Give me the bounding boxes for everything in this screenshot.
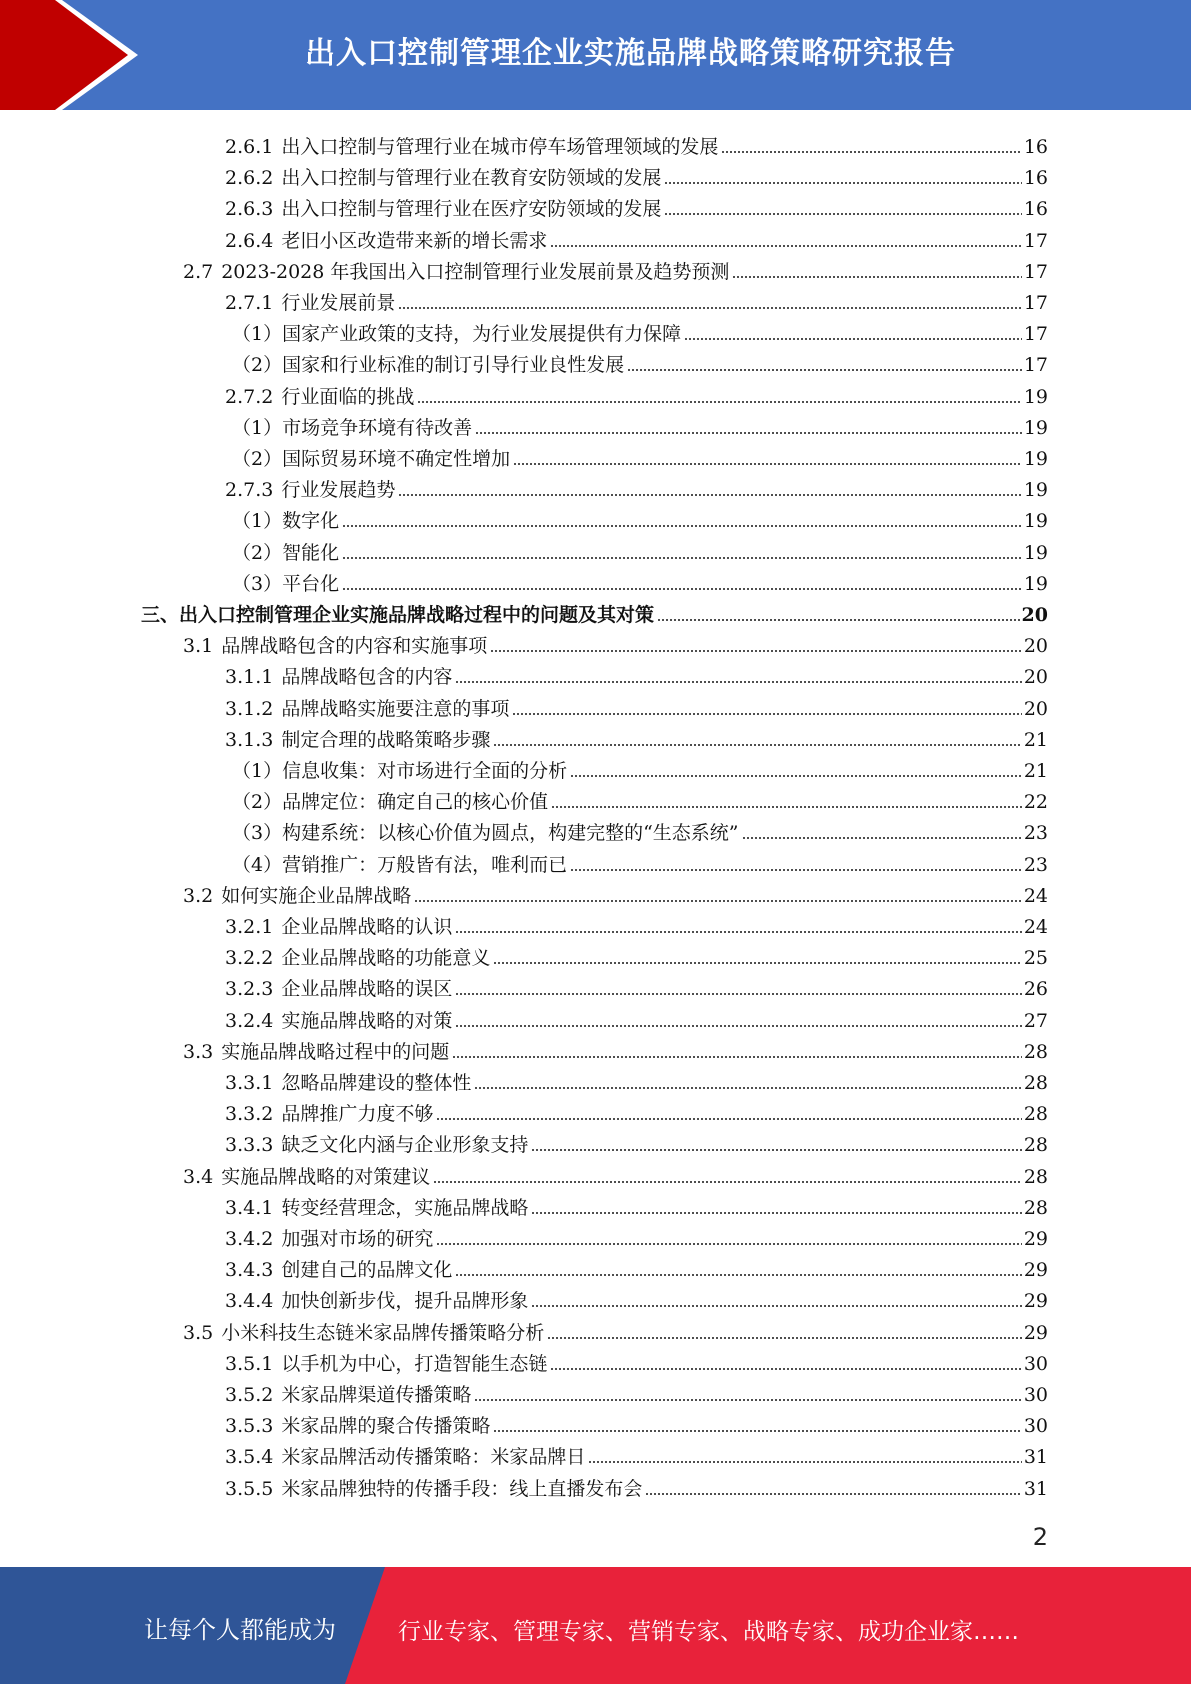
toc-entry-number: （1） bbox=[232, 510, 283, 533]
toc-entry[interactable] bbox=[183, 1158, 1048, 1189]
toc-entry-number: 3.4 bbox=[183, 1165, 214, 1188]
toc-entry[interactable] bbox=[225, 1189, 1048, 1220]
toc-entry-label: 行业发展前景 bbox=[281, 292, 396, 314]
toc-entry-page: 27 bbox=[1023, 1009, 1048, 1032]
toc-entry-page: 20 bbox=[1021, 604, 1048, 626]
toc-entry-number: 3.1.2 bbox=[225, 697, 274, 720]
toc-entry[interactable] bbox=[232, 534, 1048, 565]
toc-entry[interactable] bbox=[225, 939, 1048, 970]
toc-entry-page: 30 bbox=[1023, 1415, 1048, 1438]
toc-dot-leader bbox=[436, 1242, 1021, 1246]
toc-entry-page: 30 bbox=[1023, 1352, 1048, 1375]
toc-dot-leader bbox=[455, 930, 1021, 934]
toc-entry-label: 加强对市场的研究 bbox=[281, 1228, 434, 1250]
toc-dot-leader bbox=[551, 805, 1022, 809]
toc-entry-label: 出入口控制与管理行业在医疗安防领域的发展 bbox=[281, 198, 662, 221]
toc-dot-leader bbox=[570, 774, 1022, 778]
toc-entry-label: 品牌定位：确定自己的核心价值 bbox=[282, 791, 549, 814]
toc-entry-label: 制定合理的战略策略步骤 bbox=[281, 728, 491, 751]
toc-entry-page: 17 bbox=[1023, 260, 1048, 283]
toc-entry-label: 如何实施企业品牌战略 bbox=[221, 884, 412, 907]
toc-entry-number: 3.4.2 bbox=[225, 1228, 274, 1250]
toc-entry-label: 出入口控制管理企业实施品牌战略过程中的问题及其对策 bbox=[179, 604, 655, 626]
toc-dot-leader bbox=[512, 712, 1021, 716]
toc-entry-number: 2.6.3 bbox=[225, 198, 274, 221]
toc-entry[interactable] bbox=[225, 1345, 1048, 1376]
toc-entry[interactable] bbox=[225, 658, 1048, 689]
toc-entry[interactable] bbox=[225, 284, 1048, 315]
toc-entry[interactable] bbox=[232, 752, 1048, 783]
toc-entry[interactable] bbox=[225, 128, 1048, 159]
toc-dot-leader bbox=[645, 1492, 1021, 1496]
page-footer bbox=[0, 1567, 1191, 1684]
toc-dot-leader bbox=[474, 1086, 1021, 1090]
toc-entry-label: 国际贸易环境不确定性增加 bbox=[282, 448, 511, 470]
toc-dot-leader bbox=[493, 743, 1021, 747]
toc-entry-label: 企业品牌战略的误区 bbox=[281, 978, 453, 1001]
toc-entry-number: 3.2.1 bbox=[225, 916, 274, 938]
toc-entry[interactable] bbox=[232, 846, 1048, 877]
page-number: 2 bbox=[1032, 1523, 1048, 1551]
toc-entry-label: 国家和行业标准的制订引导行业良性发展 bbox=[282, 354, 625, 377]
toc-entry-label: 信息收集：对市场进行全面的分析 bbox=[282, 760, 568, 782]
toc-entry-number: （1） bbox=[232, 323, 283, 346]
toc-dot-leader bbox=[531, 1211, 1021, 1215]
toc-entry-label: 企业品牌战略的功能意义 bbox=[281, 947, 491, 970]
toc-entry[interactable] bbox=[232, 440, 1048, 471]
toc-dot-leader bbox=[493, 961, 1021, 965]
toc-entry-number: 3.5 bbox=[183, 1321, 214, 1344]
toc-entry-page: 17 bbox=[1023, 229, 1048, 252]
toc-entry[interactable] bbox=[225, 721, 1048, 752]
toc-dot-leader bbox=[452, 1055, 1022, 1059]
toc-entry-page: 28 bbox=[1023, 1134, 1048, 1157]
toc-entry[interactable] bbox=[225, 1220, 1048, 1251]
toc-entry[interactable] bbox=[225, 1438, 1048, 1469]
toc-dot-leader bbox=[398, 306, 1021, 310]
toc-entry-page: 16 bbox=[1023, 198, 1048, 221]
toc-dot-leader bbox=[455, 680, 1021, 684]
toc-entry-page: 19 bbox=[1023, 416, 1048, 439]
toc-entry-label: 出入口控制与管理行业在教育安防领域的发展 bbox=[281, 167, 662, 190]
toc-entry[interactable] bbox=[225, 190, 1048, 221]
footer-slogan-right: 行业专家、管理专家、营销专家、战略专家、成功企业家…… bbox=[398, 1619, 1019, 1645]
toc-entry-page: 17 bbox=[1023, 323, 1048, 346]
toc-dot-leader bbox=[342, 556, 1022, 560]
footer-slogan-left: 让每个人都能成为 bbox=[144, 1616, 336, 1644]
toc-entry-page: 19 bbox=[1023, 385, 1048, 408]
toc-dot-leader bbox=[684, 337, 1022, 341]
toc-entry-page: 19 bbox=[1023, 479, 1048, 502]
toc-entry-page: 28 bbox=[1023, 1196, 1048, 1219]
toc-entry-page: 31 bbox=[1023, 1446, 1048, 1469]
toc-dot-leader bbox=[664, 212, 1021, 216]
toc-entry-number: 2.6.1 bbox=[225, 136, 274, 158]
toc-entry-page: 16 bbox=[1023, 167, 1048, 190]
toc-entry-label: 国家产业政策的支持，为行业发展提供有力保障 bbox=[282, 323, 682, 346]
toc-entry-label: 智能化 bbox=[282, 541, 340, 564]
toc-entry-label: 小米科技生态链米家品牌传播策略分析 bbox=[221, 1321, 545, 1344]
toc-entry[interactable] bbox=[225, 1095, 1048, 1126]
toc-entry-number: 3.3.1 bbox=[225, 1072, 274, 1094]
toc-dot-leader bbox=[550, 1367, 1021, 1371]
toc-dot-leader bbox=[490, 649, 1022, 653]
toc-entry-label: 米家品牌渠道传播策略 bbox=[281, 1384, 472, 1406]
toc-entry-number: 3.3 bbox=[183, 1040, 214, 1063]
toc-entry[interactable] bbox=[232, 814, 1048, 845]
toc-entry-label: 品牌战略包含的内容和实施事项 bbox=[221, 635, 488, 658]
toc-entry-label: 行业面临的挑战 bbox=[281, 385, 415, 408]
toc-entry[interactable] bbox=[225, 378, 1048, 409]
toc-dot-leader bbox=[474, 1398, 1021, 1402]
toc-entry-number: （3） bbox=[232, 572, 283, 595]
toc-entry[interactable] bbox=[183, 877, 1048, 908]
toc-dot-leader bbox=[531, 1304, 1021, 1308]
toc-entry[interactable] bbox=[232, 502, 1048, 533]
toc-entry-page: 23 bbox=[1023, 853, 1048, 876]
toc-entry-page: 25 bbox=[1023, 947, 1048, 970]
toc-entry-page: 21 bbox=[1023, 760, 1048, 782]
toc-entry-number: 3.1.3 bbox=[225, 728, 274, 751]
toc-entry-number: 3.2.4 bbox=[225, 1009, 274, 1032]
toc-entry[interactable] bbox=[225, 1470, 1048, 1501]
toc-entry-page: 28 bbox=[1023, 1103, 1048, 1126]
toc-entry-page: 26 bbox=[1023, 978, 1048, 1001]
toc-entry-number: 3.5.2 bbox=[225, 1384, 274, 1406]
toc-entry[interactable] bbox=[225, 471, 1048, 502]
toc-entry-number: （2） bbox=[232, 354, 283, 377]
toc-entry-page: 24 bbox=[1023, 884, 1048, 907]
toc-entry[interactable] bbox=[225, 1282, 1048, 1313]
toc-entry[interactable] bbox=[183, 1033, 1048, 1064]
toc-entry-label: 米家品牌独特的传播手段：线上直播发布会 bbox=[281, 1477, 643, 1500]
toc-entry[interactable] bbox=[225, 159, 1048, 190]
toc-entry-number: 2.6.4 bbox=[225, 229, 274, 252]
toc-entry[interactable] bbox=[225, 908, 1048, 939]
toc-entry-page: 16 bbox=[1023, 136, 1048, 158]
toc-entry[interactable] bbox=[225, 1126, 1048, 1157]
toc-entry-page: 20 bbox=[1023, 635, 1048, 658]
toc-dot-leader bbox=[547, 1336, 1022, 1340]
toc-entry-number: 3.4.4 bbox=[225, 1290, 274, 1313]
toc-entry-number: 3.4.1 bbox=[225, 1196, 274, 1219]
toc-dot-leader bbox=[342, 587, 1022, 591]
toc-dot-leader bbox=[742, 836, 1022, 840]
toc-entry-label: 构建系统：以核心价值为圆点，构建完整的“生态系统” bbox=[282, 822, 739, 845]
toc-entry[interactable] bbox=[232, 565, 1048, 596]
toc-dot-leader bbox=[398, 493, 1021, 497]
toc-entry[interactable] bbox=[225, 1064, 1048, 1095]
toc-dot-leader bbox=[475, 431, 1022, 435]
toc-entry-number: （2） bbox=[232, 541, 283, 564]
toc-entry-label: 数字化 bbox=[282, 510, 340, 533]
toc-entry-number: 三、 bbox=[141, 604, 180, 626]
toc-entry[interactable] bbox=[225, 1002, 1048, 1033]
toc-entry-label: 品牌战略实施要注意的事项 bbox=[281, 697, 510, 720]
toc-entry-number: 3.5.5 bbox=[225, 1477, 274, 1500]
toc-entry-page: 29 bbox=[1023, 1259, 1048, 1282]
toc-entry-label: 出入口控制与管理行业在城市停车场管理领域的发展 bbox=[281, 136, 719, 158]
toc-entry-page: 24 bbox=[1023, 916, 1048, 938]
toc-entry-page: 29 bbox=[1023, 1290, 1048, 1313]
toc-dot-leader bbox=[455, 1273, 1021, 1277]
toc-entry-label: 实施品牌战略过程中的问题 bbox=[221, 1040, 450, 1063]
toc-entry-number: 3.5.4 bbox=[225, 1446, 274, 1469]
toc-entry-page: 22 bbox=[1023, 791, 1048, 814]
toc-entry-page: 28 bbox=[1023, 1040, 1048, 1063]
report-title: 出入口控制管理企业实施品牌战略策略研究报告 bbox=[305, 36, 956, 71]
toc-entry-page: 28 bbox=[1023, 1072, 1048, 1094]
toc-dot-leader bbox=[433, 1180, 1022, 1184]
toc-entry[interactable] bbox=[225, 1407, 1048, 1438]
toc-entry-page: 23 bbox=[1023, 822, 1048, 845]
toc-entry-page: 21 bbox=[1023, 728, 1048, 751]
toc-dot-leader bbox=[417, 400, 1021, 404]
toc-entry[interactable] bbox=[232, 783, 1048, 814]
toc-entry-page: 20 bbox=[1023, 697, 1048, 720]
toc-entry-page: 20 bbox=[1023, 666, 1048, 689]
toc-entry-label: 缺乏文化内涵与企业形象支持 bbox=[281, 1134, 529, 1157]
toc-entry-label: 加快创新步伐，提升品牌形象 bbox=[281, 1290, 529, 1313]
toc-dot-leader bbox=[493, 1429, 1021, 1433]
toc-entry-number: 3.1 bbox=[183, 635, 214, 658]
toc-entry[interactable] bbox=[183, 1314, 1048, 1345]
toc-dot-leader bbox=[664, 181, 1021, 185]
toc-entry-number: 2.7.1 bbox=[225, 292, 274, 314]
toc-entry-label: 米家品牌活动传播策略：米家品牌日 bbox=[281, 1446, 586, 1469]
toc-entry-number: （1） bbox=[232, 760, 283, 782]
toc-entry[interactable] bbox=[141, 596, 1048, 627]
toc-entry-number: 2.7.3 bbox=[225, 479, 274, 502]
toc-entry-number: （2） bbox=[232, 791, 283, 814]
toc-entry-number: 3.2.3 bbox=[225, 978, 274, 1001]
toc-entry-number: 3.5.3 bbox=[225, 1415, 274, 1438]
toc-entry[interactable] bbox=[232, 315, 1048, 346]
toc-dot-leader bbox=[513, 462, 1022, 466]
toc-entry-number: 2.6.2 bbox=[225, 167, 274, 190]
toc-dot-leader bbox=[721, 150, 1021, 154]
toc-entry-label: 品牌战略包含的内容 bbox=[281, 666, 453, 689]
toc-entry[interactable] bbox=[225, 1251, 1048, 1282]
toc-dot-leader bbox=[414, 899, 1022, 903]
toc-entry-number: 2.7.2 bbox=[225, 385, 274, 408]
toc-dot-leader bbox=[570, 868, 1022, 872]
toc-entry-label: 品牌推广力度不够 bbox=[281, 1103, 434, 1126]
toc-entry-label: 实施品牌战略的对策 bbox=[281, 1009, 453, 1032]
toc-entry-number: （3） bbox=[232, 822, 283, 845]
toc-entry-number: 3.3.3 bbox=[225, 1134, 274, 1157]
toc-entry[interactable] bbox=[225, 690, 1048, 721]
toc-entry-number: 2.7 bbox=[183, 260, 214, 283]
toc-entry[interactable] bbox=[183, 253, 1048, 284]
toc-dot-leader bbox=[455, 1024, 1021, 1028]
toc-entry-number: 3.1.1 bbox=[225, 666, 274, 689]
toc-entry-label: 米家品牌的聚合传播策略 bbox=[281, 1415, 491, 1438]
toc-entry-label: 忽略品牌建设的整体性 bbox=[281, 1072, 472, 1094]
page-header bbox=[0, 0, 1191, 110]
toc-entry-label: 以手机为中心，打造智能生态链 bbox=[281, 1352, 548, 1375]
toc-entry-label: 实施品牌战略的对策建议 bbox=[221, 1165, 431, 1188]
toc-entry-label: 平台化 bbox=[282, 572, 340, 595]
toc-entry-number: （2） bbox=[232, 448, 283, 470]
toc-entry-label: 2023-2028 年我国出入口控制管理行业发展前景及趋势预测 bbox=[221, 260, 730, 283]
toc-dot-leader bbox=[732, 275, 1021, 279]
toc-entry[interactable] bbox=[232, 346, 1048, 377]
toc-entry-number: （4） bbox=[232, 853, 283, 876]
toc-entry[interactable] bbox=[225, 970, 1048, 1001]
toc-entry[interactable] bbox=[225, 222, 1048, 253]
toc-entry-label: 转变经营理念，实施品牌战略 bbox=[281, 1196, 529, 1219]
toc-entry-page: 19 bbox=[1023, 541, 1048, 564]
toc-entry-label: 创建自己的品牌文化 bbox=[281, 1259, 453, 1282]
toc-entry-page: 30 bbox=[1023, 1384, 1048, 1406]
toc-entry[interactable] bbox=[232, 409, 1048, 440]
toc-entry[interactable] bbox=[183, 627, 1048, 658]
toc-entry-number: 3.2 bbox=[183, 884, 214, 907]
toc-entry-label: 营销推广：万般皆有法，唯利而已 bbox=[282, 853, 568, 876]
toc-entry-page: 19 bbox=[1023, 448, 1048, 470]
toc-entry-label: 企业品牌战略的认识 bbox=[281, 916, 453, 938]
toc-dot-leader bbox=[588, 1460, 1021, 1464]
toc-dot-leader bbox=[657, 618, 1020, 622]
toc-entry-page: 19 bbox=[1023, 572, 1048, 595]
toc-entry-number: 3.5.1 bbox=[225, 1352, 274, 1375]
toc-entry-page: 31 bbox=[1023, 1477, 1048, 1500]
toc-dot-leader bbox=[342, 524, 1022, 528]
toc-entry-number: 3.3.2 bbox=[225, 1103, 274, 1126]
toc-entry-page: 19 bbox=[1023, 510, 1048, 533]
toc-entry-label: 行业发展趋势 bbox=[281, 479, 396, 502]
toc-entry[interactable] bbox=[225, 1376, 1048, 1407]
toc-entry-number: 3.4.3 bbox=[225, 1259, 274, 1282]
toc-entry-page: 17 bbox=[1023, 292, 1048, 314]
toc-dot-leader bbox=[436, 1117, 1021, 1121]
toc-entry-number: （1） bbox=[232, 416, 283, 439]
toc-dot-leader bbox=[455, 992, 1021, 996]
toc-entry-page: 29 bbox=[1023, 1321, 1048, 1344]
toc-entry-page: 28 bbox=[1023, 1165, 1048, 1188]
toc-dot-leader bbox=[550, 244, 1021, 248]
toc-entry-number: 3.2.2 bbox=[225, 947, 274, 970]
toc-entry-page: 29 bbox=[1023, 1228, 1048, 1250]
toc-entry-page: 17 bbox=[1023, 354, 1048, 377]
toc-dot-leader bbox=[531, 1148, 1021, 1152]
toc-entry-label: 市场竞争环境有待改善 bbox=[282, 416, 473, 439]
toc-entry-label: 老旧小区改造带来新的增长需求 bbox=[281, 229, 548, 252]
toc-dot-leader bbox=[627, 368, 1022, 372]
